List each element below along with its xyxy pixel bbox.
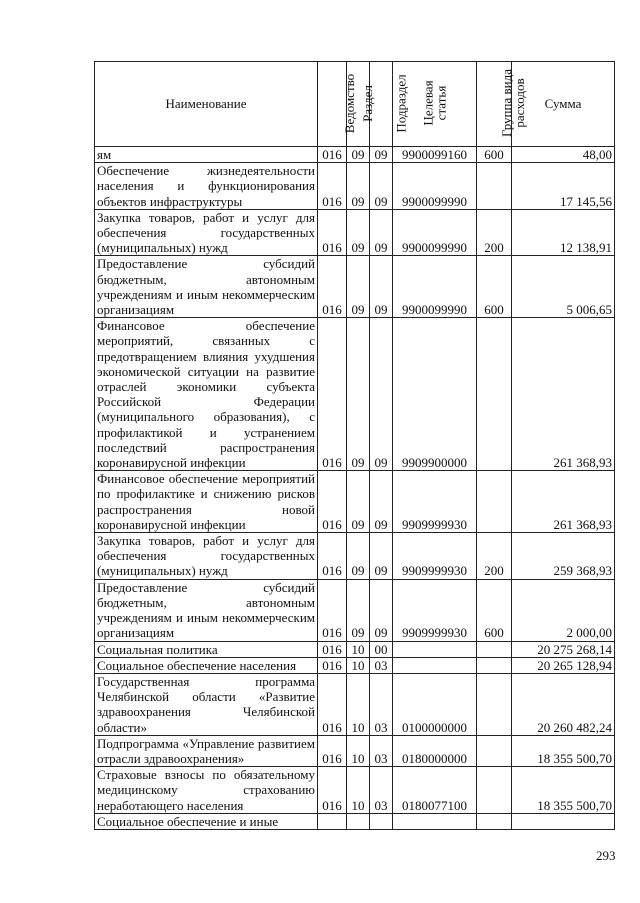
row-subsection-code: [370, 813, 393, 829]
header-section: Раздел: [347, 62, 370, 147]
row-section-code: 10: [347, 641, 370, 657]
row-ministry-code: 016: [318, 579, 347, 641]
table-row: [95, 163, 615, 210]
row-target-article: 9900099990: [393, 256, 477, 318]
row-subsection-code: 09: [370, 163, 393, 210]
row-ministry-code: [318, 813, 347, 829]
row-expense-group: 200: [477, 209, 512, 256]
table-row: [95, 147, 615, 163]
row-subsection-code: 03: [370, 673, 393, 735]
row-ministry-code: 016: [318, 657, 347, 673]
row-section-code: 09: [347, 209, 370, 256]
row-sum: 20 260 482,24: [512, 673, 615, 735]
row-expense-group: [477, 641, 512, 657]
row-ministry-code: 016: [318, 673, 347, 735]
row-target-article: [393, 657, 477, 673]
row-expense-group: [477, 318, 512, 471]
row-expense-group: 200: [477, 533, 512, 580]
row-ministry-code: 016: [318, 147, 347, 163]
row-expense-group: [477, 735, 512, 766]
row-subsection-code: 09: [370, 209, 393, 256]
row-name: Социальная политика: [95, 641, 318, 657]
row-section-code: 10: [347, 657, 370, 673]
table-row: [95, 767, 615, 814]
row-section-code: 09: [347, 579, 370, 641]
row-sum: 261 368,93: [512, 318, 615, 471]
row-subsection-code: 09: [370, 533, 393, 580]
row-sum: 18 355 500,70: [512, 767, 615, 814]
row-target-article: 0100000000: [393, 673, 477, 735]
row-expense-group: [477, 471, 512, 533]
row-name: Закупка товаров, работ и услуг для обеспечения государственных (муниципальных) нужд: [95, 209, 318, 256]
row-ministry-code: 016: [318, 471, 347, 533]
budget-table: [94, 61, 615, 830]
row-section-code: 10: [347, 767, 370, 814]
row-name: ям: [95, 147, 318, 163]
row-target-article: 9909999930: [393, 579, 477, 641]
row-subsection-code: 09: [370, 579, 393, 641]
row-target-article: 9909999930: [393, 533, 477, 580]
row-expense-group: [477, 163, 512, 210]
row-ministry-code: 016: [318, 256, 347, 318]
table-row: [95, 533, 615, 580]
row-section-code: 09: [347, 471, 370, 533]
row-name: Закупка товаров, работ и услуг для обеспечения государственных (муниципальных) нужд: [95, 533, 318, 580]
header-sum: Сумма: [512, 62, 615, 147]
table-row: [95, 209, 615, 256]
table-row: [95, 673, 615, 735]
row-target-article: 9900099990: [393, 209, 477, 256]
row-target-article: 0180077100: [393, 767, 477, 814]
header-subsection: Подраздел: [370, 62, 393, 147]
row-subsection-code: 09: [370, 256, 393, 318]
row-target-article: 9909999930: [393, 471, 477, 533]
row-section-code: 09: [347, 256, 370, 318]
row-ministry-code: 016: [318, 318, 347, 471]
row-sum: 261 368,93: [512, 471, 615, 533]
row-sum: 12 138,91: [512, 209, 615, 256]
row-expense-group: [477, 657, 512, 673]
table-row: [95, 657, 615, 673]
row-expense-group: [477, 673, 512, 735]
row-target-article: 9900099990: [393, 163, 477, 210]
row-subsection-code: 00: [370, 641, 393, 657]
table-row: [95, 318, 615, 471]
table-row: [95, 579, 615, 641]
row-section-code: 09: [347, 318, 370, 471]
row-ministry-code: 016: [318, 735, 347, 766]
row-name: Предоставление субсидий бюджетным, автономным учреждениям и иным некоммерческим организациям: [95, 579, 318, 641]
row-expense-group: [477, 767, 512, 814]
row-target-article: [393, 641, 477, 657]
row-sum: 20 265 128,94: [512, 657, 615, 673]
row-section-code: 09: [347, 533, 370, 580]
table-row: [95, 735, 615, 766]
row-ministry-code: 016: [318, 209, 347, 256]
row-name: Подпрограмма «Управление развитием отрасли здравоохранения»: [95, 735, 318, 766]
row-section-code: [347, 813, 370, 829]
row-expense-group: 600: [477, 147, 512, 163]
row-name: Финансовое обеспечение мероприятий по профилактике и снижению рисков распространения новой коронавирусной инфекции: [95, 471, 318, 533]
row-section-code: 10: [347, 735, 370, 766]
row-name: Государственная программа Челябинской области «Развитие здравоохранения Челябинской области»: [95, 673, 318, 735]
row-sum: 5 006,65: [512, 256, 615, 318]
row-name: Страховые взносы по обязательному медицинскому страхованию неработающего населения: [95, 767, 318, 814]
row-target-article: 9909900000: [393, 318, 477, 471]
row-subsection-code: 09: [370, 318, 393, 471]
row-section-code: 10: [347, 673, 370, 735]
row-expense-group: 600: [477, 256, 512, 318]
header-ministry: Ведомство: [318, 62, 347, 147]
page-number: 293: [596, 848, 616, 863]
row-name: Социальное обеспечение и иные: [95, 813, 318, 829]
table-row: [95, 813, 615, 829]
table-row: [95, 256, 615, 318]
row-subsection-code: 09: [370, 147, 393, 163]
row-expense-group: [477, 813, 512, 829]
table-row: [95, 471, 615, 533]
row-name: Обеспечение жизнедеятельности населения и функционирования объектов инфраструктуры: [95, 163, 318, 210]
row-sum: 48,00: [512, 147, 615, 163]
row-name: Социальное обеспечение населения: [95, 657, 318, 673]
row-subsection-code: 03: [370, 767, 393, 814]
row-subsection-code: 03: [370, 657, 393, 673]
row-target-article: 0180000000: [393, 735, 477, 766]
row-ministry-code: 016: [318, 641, 347, 657]
row-expense-group: 600: [477, 579, 512, 641]
row-sum: 17 145,56: [512, 163, 615, 210]
row-target-article: 9900099160: [393, 147, 477, 163]
row-section-code: 09: [347, 147, 370, 163]
row-name: Финансовое обеспечение мероприятий, связанных с предотвращением влияния ухудшения экономической ситуации на развитие отраслей экономики субъекта Российской Федерации (муниципального образования), с профилактикой и устранением последствий распространения коронавирусной инфекции: [95, 318, 318, 471]
row-sum: 2 000,00: [512, 579, 615, 641]
row-ministry-code: 016: [318, 767, 347, 814]
row-sum: 20 275 268,14: [512, 641, 615, 657]
table-row: [95, 641, 615, 657]
row-sum: 18 355 500,70: [512, 735, 615, 766]
header-target-article: Целевая статья: [393, 62, 477, 147]
row-ministry-code: 016: [318, 533, 347, 580]
table-body: [95, 147, 615, 830]
row-ministry-code: 016: [318, 163, 347, 210]
row-sum: [512, 813, 615, 829]
row-target-article: [393, 813, 477, 829]
table-header: [95, 62, 615, 147]
row-subsection-code: 03: [370, 735, 393, 766]
header-name: Наименование: [95, 62, 318, 147]
row-subsection-code: 09: [370, 471, 393, 533]
row-section-code: 09: [347, 163, 370, 210]
row-sum: 259 368,93: [512, 533, 615, 580]
row-name: Предоставление субсидий бюджетным, автономным учреждениям и иным некоммерческим организациям: [95, 256, 318, 318]
header-expense-group: Группа вида расходов: [477, 62, 512, 147]
